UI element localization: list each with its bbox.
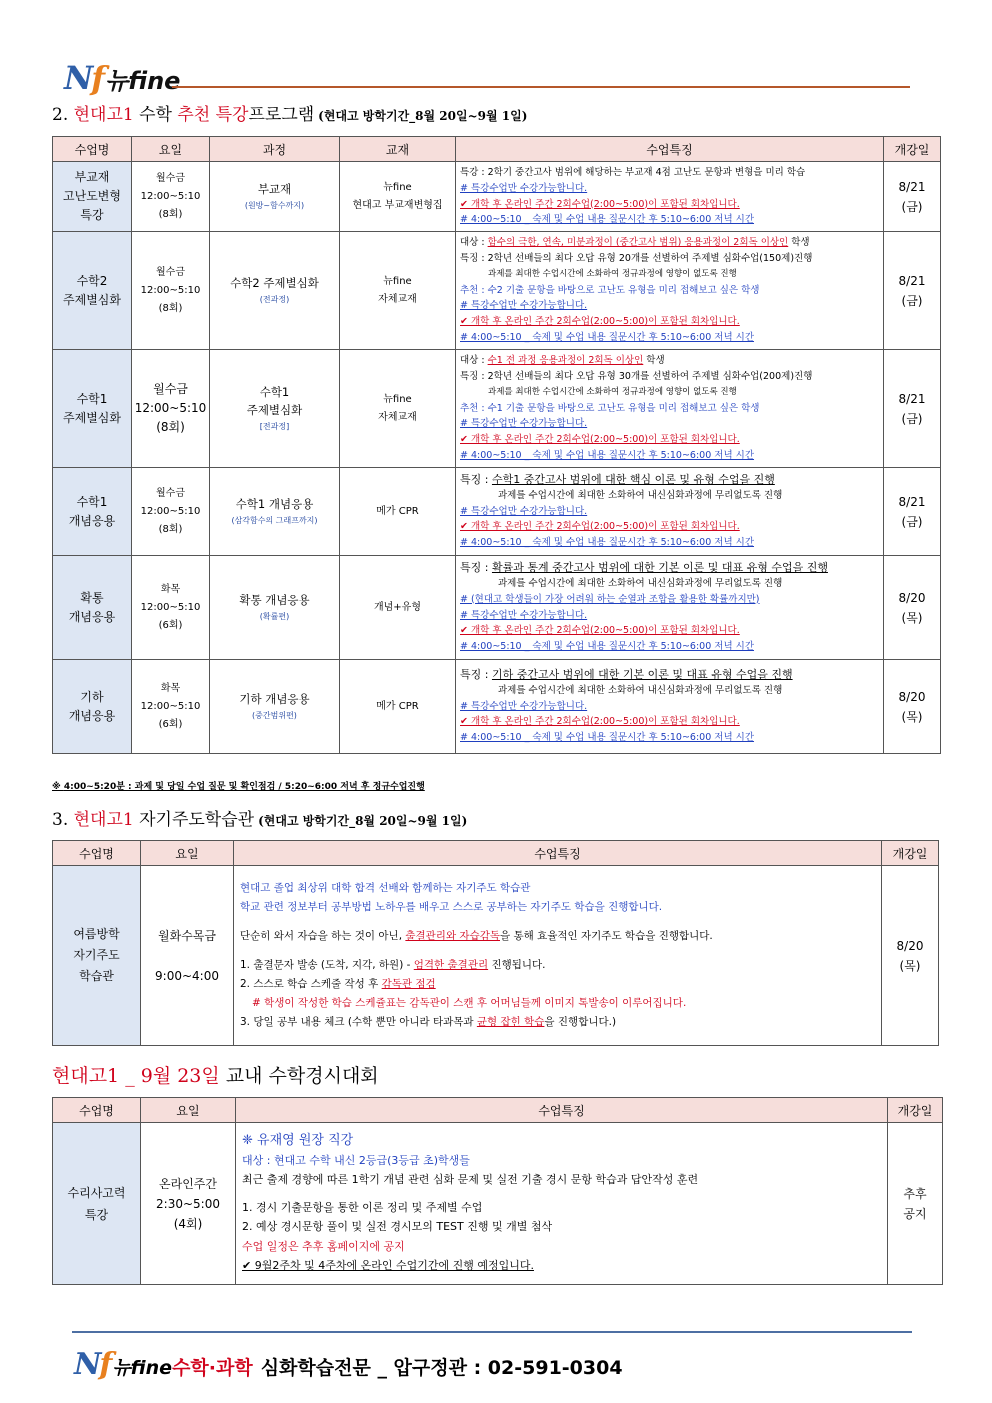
feature-line: 추천 : 수2 기출 문항을 바탕으로 고난도 유형을 미리 접해보고 싶은 학생 — [460, 284, 760, 296]
days: 화목 — [160, 682, 181, 694]
col-header: 개강일 — [888, 1098, 943, 1123]
course-name: 특강 — [80, 208, 104, 222]
feature-line — [460, 235, 879, 251]
section-number: 2. — [52, 105, 74, 125]
course-cell — [210, 556, 340, 660]
course-name-cell — [53, 556, 132, 660]
feature-text: 3. 당일 공부 내용 체크 (수학 뿐만 아니라 타과목과 — [240, 1016, 477, 1028]
feature-line: # 특강수업만 수강가능합니다. — [460, 609, 588, 621]
schedule-cell — [141, 866, 234, 1046]
feature-line — [240, 956, 875, 975]
feature-line: # (현대고 학생들이 가장 어려워 하는 순열과 조합을 활용한 확률까지만) — [460, 593, 760, 605]
table-row — [53, 866, 939, 1046]
footer — [74, 1347, 623, 1382]
textbook: 자체교재 — [378, 411, 417, 423]
textbook-cell — [340, 468, 456, 556]
feature-line: 대상 : 현대고 수학 내신 2등급(3등급 초)학생들 — [242, 1153, 470, 1167]
sessions: (8회) — [158, 302, 183, 314]
footer-rule — [72, 1331, 912, 1333]
schedule-cell — [132, 556, 210, 660]
days: 월수금 — [153, 382, 188, 396]
course-name: 확통 — [80, 590, 104, 605]
title-part: 수학 — [133, 105, 178, 125]
feature-line: ✔ 개학 후 온라인 주간 2회수업(2:00~5:00)이 포함된 회차입니다. — [460, 716, 740, 728]
textbook: 뉴fine — [383, 275, 412, 287]
feature-line: 수업 일정은 추후 홈페이지에 공지 — [242, 1239, 405, 1253]
footer-contact: 심화학습전문 _ 압구정관 : 02-591-0304 — [260, 1357, 623, 1379]
schedule-cell — [132, 162, 210, 232]
feature-highlight: 수1 전 과정 응용과정이 2회독 이상인 — [487, 355, 644, 367]
textbook: 자체교재 — [378, 293, 417, 305]
course-title: 기하 개념응용 — [239, 691, 310, 706]
feature-highlight: 기하 중간고사 범위에 대한 기본 이론 및 대표 유형 수업을 진행 — [491, 668, 793, 681]
col-header: 수업명 — [53, 841, 141, 866]
feature-cell — [456, 468, 884, 556]
title-highlight: 추천 특강 — [177, 105, 249, 125]
course-name: 학습관 — [79, 969, 114, 983]
feature-line — [240, 975, 875, 994]
feature-line — [460, 353, 879, 369]
days: 월수금 — [156, 266, 185, 278]
time: 12:00~5:10 — [140, 284, 201, 296]
header-logo — [64, 58, 181, 97]
course-name: 수리사고력 — [67, 1185, 126, 1200]
title-part: 자기주도학습관 — [133, 810, 255, 830]
course-scope: (원방~함수까지) — [244, 200, 305, 210]
textbook-cell — [340, 162, 456, 232]
feature-cell — [456, 350, 884, 468]
feature-highlight: 엄격한 출결관리 — [413, 959, 489, 971]
course-name-cell — [53, 1123, 141, 1285]
course-name: 특강 — [84, 1207, 109, 1222]
title-part: 프로그램 — [248, 105, 315, 125]
feature-cell — [456, 162, 884, 232]
feature-highlight: 균형 잡힌 학습 — [476, 1016, 545, 1028]
start-date-cell — [882, 866, 939, 1046]
col-header: 개강일 — [884, 137, 941, 162]
feature-line: 학교 관련 정보부터 공부방법 노하우를 배우고 스스로 공부하는 자기주도 학습을 진행합니다. — [240, 901, 663, 913]
col-header: 요일 — [132, 137, 210, 162]
course-title: 부교재 — [257, 181, 292, 196]
schedule-cell — [141, 1123, 236, 1285]
start-date-cell — [884, 660, 941, 754]
feature-line: # 특강수업만 수강가능합니다. — [460, 418, 588, 430]
col-header: 요일 — [141, 841, 234, 866]
footer-logo-mark: Nf — [74, 1347, 111, 1382]
course-scope: (전과정) — [259, 294, 290, 304]
days: 월수금 — [156, 487, 185, 499]
feature-line: ✔ 개학 후 온라인 주간 2회수업(2:00~5:00)이 포함된 회차입니다. — [460, 521, 740, 533]
sessions: (6회) — [158, 619, 183, 631]
days: 온라인주간 — [159, 1176, 217, 1191]
feature-line: ✔ 개학 후 온라인 주간 2회수업(2:00~5:00)이 포함된 회차입니다. — [460, 625, 740, 637]
course-name-cell — [53, 866, 141, 1046]
start-date-cell — [888, 1123, 943, 1285]
table-row — [53, 232, 941, 350]
title-period: (현대고 방학기간_8월 20일~9월 1일) — [318, 109, 528, 123]
feature-label: 특징 : — [460, 668, 492, 681]
start-date: 8/21 — [898, 179, 926, 194]
feature-highlight: 감독관 점검 — [381, 978, 436, 990]
textbook: 현대고 부교재변형집 — [352, 199, 443, 211]
textbook-cell — [340, 660, 456, 754]
course-cell — [210, 162, 340, 232]
start-date: 8/21 — [898, 273, 926, 288]
start-date: 추후 — [903, 1186, 927, 1201]
course-title: 수학1 개념응용 — [235, 496, 314, 511]
sessions: (6회) — [158, 718, 183, 730]
course-name: 부교재 — [74, 170, 110, 184]
course-name-cell — [53, 162, 132, 232]
schedule-cell — [132, 660, 210, 754]
course-cell — [210, 232, 340, 350]
contest-table — [52, 1097, 943, 1285]
col-header: 교재 — [340, 137, 456, 162]
course-name: 수학2 — [76, 273, 108, 288]
feature-text: 학생 — [788, 237, 810, 249]
start-weekday: (목) — [901, 610, 923, 625]
col-header: 요일 — [141, 1098, 236, 1123]
table-row — [53, 468, 941, 556]
time: 12:00~5:10 — [140, 505, 201, 517]
table-row — [53, 556, 941, 660]
feature-line: 과제를 수업시간에 최대한 소화하여 내신심화과정에 무리없도록 진행 — [498, 684, 783, 696]
section-3-title — [52, 805, 467, 830]
logo-text: 뉴fine — [105, 67, 181, 95]
col-header: 개강일 — [882, 841, 939, 866]
feature-line — [240, 1013, 875, 1032]
time: 12:00~5:10 — [140, 700, 201, 712]
time: 12:00~5:10 — [134, 401, 207, 415]
textbook: 메가 CPR — [376, 700, 419, 712]
start-date: 8/20 — [898, 590, 926, 605]
sessions: (8회) — [158, 208, 183, 220]
feature-cell — [456, 660, 884, 754]
feature-text: 을 통해 효율적인 자기주도 학습을 진행합니다. — [500, 930, 713, 942]
course-name: 수학1 — [76, 494, 108, 509]
feature-cell — [456, 232, 884, 350]
start-date-cell — [884, 556, 941, 660]
table-header-row — [53, 1098, 943, 1123]
feature-line: ✔ 개학 후 온라인 주간 2회수업(2:00~5:00)이 포함된 회차입니다. — [460, 198, 740, 210]
schedule-cell — [132, 468, 210, 556]
sessions: (4회) — [173, 1216, 203, 1231]
feature-line: # 특강수업만 수강가능합니다. — [460, 182, 588, 194]
feature-label: 대상 : — [460, 237, 488, 249]
course-title: 확통 개념응용 — [239, 592, 310, 607]
feature-line: 특징 : 2학년 선배들의 최다 오답 유형 20개를 선별하여 주제별 심화수업(150제)진행 — [460, 253, 813, 264]
feature-cell — [456, 556, 884, 660]
course-name-cell — [53, 350, 132, 468]
title-period: (현대고 방학기간_8월 20일~9월 1일) — [258, 814, 468, 828]
start-note: 공지 — [903, 1206, 927, 1221]
feature-text: 진행됩니다. — [488, 959, 546, 971]
feature-line: 1. 경시 기출문항을 통한 이론 정리 및 주제별 수업 — [242, 1200, 483, 1214]
course-title: 수학2 주제별심화 — [230, 275, 319, 290]
feature-line: 특강 : 2학기 중간고사 범위에 해당하는 부교재 4점 고난도 문항과 변형을 미리 학습 — [460, 166, 806, 178]
course-name: 개념응용 — [68, 513, 116, 528]
start-weekday: (목) — [901, 709, 923, 724]
feature-line: 최근 출제 경향에 따른 1학기 개념 관련 심화 문제 및 실전 기출 경시 문항 학습과 답안작성 훈련 — [242, 1173, 699, 1187]
start-date-cell — [884, 350, 941, 468]
start-date: 8/20 — [898, 689, 926, 704]
feature-line: 추천 : 수1 기출 문항을 바탕으로 고난도 유형을 미리 접해보고 싶은 학생 — [460, 402, 760, 414]
days: 월화수목금 — [158, 928, 216, 943]
feature-line: 2. 예상 경시문항 풀이 및 실전 경시모의 TEST 진행 및 개별 첨삭 — [242, 1220, 553, 1234]
table-row — [53, 350, 941, 468]
start-weekday: (금) — [901, 293, 923, 308]
course-title: 주제별심화 — [246, 402, 303, 417]
note-text: 4:00~5:20분 : 과제 및 당일 수업 질문 및 확인점검 / 5:20~6:00 저녁 후 정규수업진행 — [63, 782, 425, 792]
course-name-cell — [53, 660, 132, 754]
header-rule — [172, 86, 910, 88]
table-row — [53, 162, 941, 232]
textbook-cell — [340, 232, 456, 350]
logo-mark: Nf — [64, 59, 104, 97]
course-name-cell — [53, 468, 132, 556]
start-date-cell — [884, 232, 941, 350]
col-header: 과정 — [210, 137, 340, 162]
feature-line — [460, 472, 879, 488]
table-header-row — [53, 137, 941, 162]
days: 월수금 — [156, 172, 185, 184]
feature-line — [240, 927, 875, 946]
section-4-title — [52, 1061, 379, 1088]
contest-date: _ 9월 23일 — [119, 1065, 220, 1087]
col-header: 수업명 — [53, 1098, 141, 1123]
feature-line: # 4:00~5:10 _ 숙제 및 수업 내용 질문시간 후 5:10~6:00 저녁 시간 — [460, 449, 755, 461]
col-header: 수업특징 — [234, 841, 882, 866]
course-name: 여름방학 — [73, 927, 120, 941]
textbook: 메가 CPR — [376, 505, 419, 517]
course-name: 기하 — [80, 689, 104, 704]
course-name-cell — [53, 232, 132, 350]
feature-highlight: 함수의 극한, 연속, 미분과정이 (중간고사 범위) 응용과정이 2회독 이상인 — [487, 237, 789, 249]
start-date: 8/21 — [898, 494, 926, 509]
textbook: 개념+유형 — [373, 601, 422, 613]
feature-line: 과제를 수업시간에 최대한 소화하여 내신심화과정에 무리없도록 진행 — [498, 489, 783, 501]
course-cell — [210, 350, 340, 468]
time: 9:00~4:00 — [155, 968, 219, 983]
feature-line: # 4:00~5:10 _ 숙제 및 수업 내용 질문시간 후 5:10~6:00 저녁 시간 — [460, 331, 755, 343]
course-name: 주제별심화 — [63, 292, 121, 307]
feature-text: 1. 출결문자 발송 (도착, 지각, 하원) - — [240, 959, 414, 971]
school-name: 현대고1 — [73, 810, 134, 830]
time: 12:00~5:10 — [140, 601, 201, 613]
course-name: 개념응용 — [68, 609, 116, 624]
start-date: 8/21 — [898, 391, 926, 406]
col-header: 수업특징 — [236, 1098, 888, 1123]
start-weekday: (금) — [901, 411, 923, 426]
textbook-cell — [340, 350, 456, 468]
course-cell — [210, 660, 340, 754]
course-title: 수학1 — [259, 384, 290, 399]
feature-text: 을 진행합니다.) — [544, 1016, 617, 1028]
days: 화목 — [160, 583, 181, 595]
feature-line: ✔ 9월2주차 및 4주차에 온라인 수업기간에 진행 예정입니다. — [242, 1259, 534, 1273]
self-study-table — [52, 840, 939, 1046]
course-scope: (중간범위편) — [252, 710, 297, 720]
col-header: 수업명 — [53, 137, 132, 162]
table-header-row — [53, 841, 939, 866]
section-2-title — [52, 100, 527, 125]
feature-line: ❈ 유재영 원장 직강 — [242, 1133, 354, 1149]
start-weekday: (금) — [901, 514, 923, 529]
recommend-course-table — [52, 136, 941, 754]
note-mark: ※ — [52, 782, 64, 792]
feature-line: # 특강수업만 수강가능합니다. — [460, 300, 588, 312]
start-date-cell — [884, 162, 941, 232]
feature-line: # 4:00~5:10 _ 숙제 및 수업 내용 질문시간 후 5:10~6:00 저녁 시간 — [460, 214, 755, 226]
course-name: 수학1 — [76, 391, 108, 406]
school-name: 현대고1 — [73, 105, 134, 125]
footer-subjects: 수학·과학 — [172, 1357, 253, 1379]
course-cell — [210, 468, 340, 556]
feature-line: # 4:00~5:10 _ 숙제 및 수업 내용 질문시간 후 5:10~6:00 저녁 시간 — [460, 641, 755, 653]
feature-line: ✔ 개학 후 온라인 주간 2회수업(2:00~5:00)이 포함된 회차입니다. — [460, 316, 740, 328]
start-date: 8/20 — [896, 938, 924, 953]
feature-line: # 4:00~5:10 _ 숙제 및 수업 내용 질문시간 후 5:10~6:00 저녁 시간 — [460, 732, 755, 744]
feature-highlight: 확률과 통계 중간고사 범위에 대한 기본 이론 및 대표 유형 수업을 진행 — [491, 561, 828, 575]
feature-label: 특징 : — [460, 473, 492, 486]
sessions: (8회) — [156, 420, 185, 434]
feature-line: 과제를 수업시간에 최대한 소화하여 내신심화과정에 무리없도록 진행 — [498, 577, 783, 589]
course-scope: [전과정] — [259, 421, 290, 431]
course-scope: (삼각함수의 그래프까지) — [231, 515, 318, 525]
feature-line: # 특강수업만 수강가능합니다. — [460, 505, 588, 517]
feature-label: 대상 : — [460, 355, 488, 367]
footer-brand: 뉴fine — [112, 1357, 173, 1379]
feature-line — [460, 667, 879, 683]
feature-line: 과제를 최대한 수업시간에 소화하여 정규과정에 영향이 없도록 진행 — [488, 268, 737, 279]
feature-text: 2. 스스로 학습 스케줄 작성 후 — [240, 978, 382, 990]
feature-highlight: 수학1 중간고사 범위에 대한 핵심 이론 및 유형 수업을 진행 — [491, 473, 775, 486]
course-name: 개념응용 — [68, 708, 116, 723]
schedule-cell — [132, 232, 210, 350]
col-header: 수업특징 — [456, 137, 884, 162]
feature-highlight: 출결관리와 자습감독 — [405, 930, 500, 942]
course-name: 고난도변형 — [63, 189, 121, 203]
feature-line: ✔ 개학 후 온라인 주간 2회수업(2:00~5:00)이 포함된 회차입니다. — [460, 434, 740, 446]
feature-line: # 4:00~5:10 _ 숙제 및 수업 내용 질문시간 후 5:10~6:00 저녁 시간 — [460, 537, 755, 549]
textbook: 뉴fine — [383, 393, 412, 405]
start-weekday: (목) — [899, 958, 921, 973]
time: 2:30~5:00 — [156, 1196, 220, 1211]
title-part: 교내 수학경시대회 — [219, 1065, 379, 1087]
time: 12:00~5:10 — [140, 190, 201, 202]
sessions: (8회) — [158, 523, 183, 535]
feature-cell — [236, 1123, 888, 1285]
feature-label: 특징 : — [460, 561, 492, 575]
table-row — [53, 660, 941, 754]
table-row — [53, 1123, 943, 1285]
feature-line: # 특강수업만 수강가능합니다. — [460, 700, 588, 712]
feature-line — [460, 560, 879, 576]
section-number: 3. — [52, 810, 74, 830]
textbook: 뉴fine — [383, 181, 412, 193]
school-name: 현대고1 — [52, 1065, 120, 1087]
course-name: 자기주도 — [73, 948, 120, 962]
feature-line: # 학생이 작성한 학습 스케쥴표는 감독관이 스캔 후 어머님들께 이미지 톡발송이 이루어집니다. — [252, 997, 687, 1009]
feature-text: 단순히 와서 자습을 하는 것이 아닌, — [240, 930, 406, 942]
textbook-cell — [340, 556, 456, 660]
feature-line: 과제를 최대한 수업시간에 소화하여 정규과정에 영향이 없도록 진행 — [488, 386, 737, 397]
feature-cell — [234, 866, 882, 1046]
start-date-cell — [884, 468, 941, 556]
schedule-note — [52, 779, 425, 792]
start-weekday: (금) — [901, 199, 923, 214]
course-scope: (확률편) — [259, 611, 290, 621]
schedule-cell — [132, 350, 210, 468]
feature-line: 특징 : 2학년 선배들의 최다 오답 유형 30개를 선별하여 주제별 심화수업(200제)진행 — [460, 371, 813, 382]
feature-line: 현대고 졸업 최상위 대학 합격 선배와 함께하는 자기주도 학습관 — [240, 882, 531, 894]
course-name: 주제별심화 — [63, 410, 121, 425]
feature-text: 학생 — [643, 355, 665, 367]
